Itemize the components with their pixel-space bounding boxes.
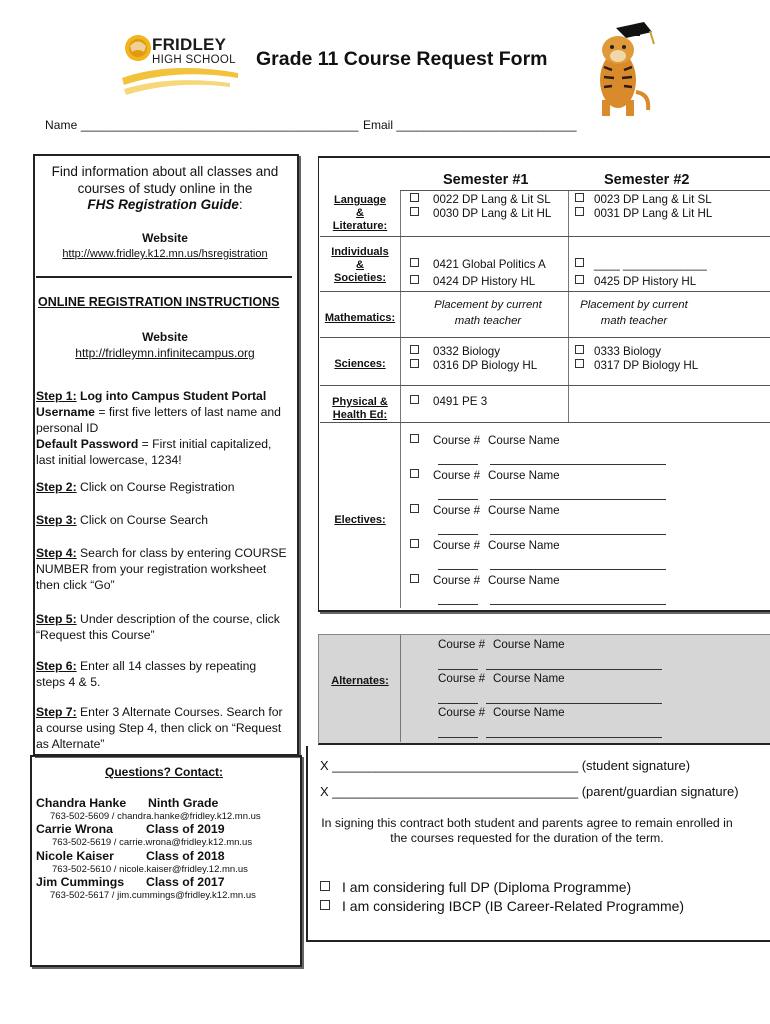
course-option[interactable] [410,359,537,373]
course-number-label: Course # [433,504,481,517]
elective-entry[interactable] [410,574,560,588]
guide-suffix: : [238,197,243,212]
checkbox[interactable] [410,539,419,548]
course-label: 0022 DP Lang & Lit SL [433,193,551,206]
checkbox[interactable] [410,434,419,443]
dp-label: I am considering full DP (Diploma Programme) [342,879,632,895]
step-3-text: Click on Course Search [80,513,209,527]
page-title: Grade 11 Course Request Form [256,48,548,70]
course-name-label: Course Name [488,469,560,482]
course-blank[interactable]: ____ _____________ [594,258,707,271]
course-number-label: Course # [438,638,486,651]
course-option[interactable] [410,207,551,221]
category-label: Physical & [332,396,388,408]
category-label: Individuals [331,246,389,258]
column-divider [400,190,401,608]
alternate-entry[interactable] [438,706,565,720]
math-s2-note: Placement by current math teacher [580,299,688,327]
course-option[interactable] [575,193,712,207]
course-label: 0424 DP History HL [433,275,536,288]
row-divider [320,236,770,237]
course-number-label: Course # [433,574,481,587]
course-name-label: Course Name [493,706,565,719]
category-label: Electives: [334,514,386,526]
row-divider [320,385,770,386]
category-language [322,194,398,233]
category-individuals [322,246,398,285]
website-label-1: Website [142,231,188,245]
checkbox[interactable] [410,207,419,216]
campus-portal-link[interactable]: http://fridleymn.infinitecampus.org [75,346,255,360]
category-label: & [356,259,364,271]
course-label: 0023 DP Lang & Lit SL [594,193,712,206]
checkbox[interactable] [575,207,584,216]
semester-2-header: Semester #2 [604,172,690,188]
course-name-label: Course Name [488,504,560,517]
checkbox[interactable] [410,258,419,267]
step-4 [36,545,288,593]
checkbox[interactable] [410,469,419,478]
checkbox[interactable] [410,504,419,513]
elective-entry[interactable] [410,469,560,483]
course-option[interactable] [575,275,696,289]
course-option[interactable] [410,275,535,289]
column-divider [400,635,401,742]
course-option[interactable] [575,345,661,359]
alternate-entry[interactable] [438,672,565,686]
category-label: Mathematics: [324,312,396,324]
contact-name: Jim Cummings [36,875,125,889]
course-name-blank[interactable] [490,464,666,465]
course-number-blank[interactable] [438,703,478,704]
course-name-label: Course Name [493,638,565,651]
checkbox[interactable] [575,193,584,202]
course-option[interactable] [410,345,500,359]
column-divider [568,190,569,422]
course-label: 0491 PE 3 [433,395,488,408]
alternate-entry[interactable] [438,638,565,652]
checkbox[interactable] [410,359,419,368]
course-label: 0030 DP Lang & Lit HL [433,207,552,220]
checkbox[interactable] [410,395,419,404]
password-text: = First initial capitalized, last initial lowercase, 1234! [36,437,272,467]
course-number-label: Course # [433,434,481,447]
category-sciences [322,358,398,371]
dp-option[interactable] [320,879,631,895]
course-name-label: Course Name [493,672,565,685]
step-1 [36,388,288,468]
step-6-heading: Step 6: [36,659,77,673]
step-2-heading: Step 2: [36,480,77,494]
semester-1-header: Semester #1 [443,172,529,188]
course-label: 0425 DP History HL [594,275,697,288]
contact-info: 763-502-5610 / nicole.kaiser@fridley.12.mn.us [52,864,248,875]
tiger-mascot-icon [578,22,658,117]
course-number-blank[interactable] [438,604,478,605]
contact-class: Class of 2017 [146,875,225,889]
step-3 [36,512,288,528]
guide-title [40,197,290,212]
course-name-blank[interactable] [486,737,662,738]
step-7 [36,704,288,752]
ibcp-label: I am considering IBCP (IB Career-Related Programme) [342,898,685,914]
course-option[interactable] [410,193,551,207]
course-option[interactable] [575,207,712,221]
online-instructions-heading: ONLINE REGISTRATION INSTRUCTIONS [38,295,280,309]
category-electives [322,514,398,527]
step-5-heading: Step 5: [36,612,77,626]
checkbox[interactable] [410,275,419,284]
guide-name: FHS Registration Guide [87,197,239,212]
elective-entry[interactable] [410,539,560,553]
course-name-blank[interactable] [490,499,666,500]
checkbox[interactable] [410,345,419,354]
course-number-label: Course # [438,706,486,719]
step-5-text: Under description of the course, click “Request this Course” [36,612,280,642]
bottom-rule [306,940,770,942]
step-7-heading: Step 7: [36,705,77,719]
category-label: Health Ed: [332,409,388,421]
school-name: FRIDLEY [152,35,227,54]
step-6-text: Enter all 14 classes by repeating steps 4 & 5. [36,659,257,689]
step-2-text: Click on Course Registration [80,480,235,494]
course-name-blank[interactable] [490,569,666,570]
category-alternates [322,675,398,688]
contact-class: Class of 2019 [146,822,225,836]
email-field[interactable]: Email ___________________________ [363,118,577,132]
student-signature[interactable]: X __________________________________ (student signature) [320,758,691,773]
checkbox[interactable] [575,258,584,267]
name-field[interactable]: Name _________________________________________ [45,118,359,132]
course-option[interactable] [575,359,698,373]
checkbox[interactable] [410,574,419,583]
course-name-blank[interactable] [486,703,662,704]
category-label: Alternates: [331,675,389,687]
course-number-blank[interactable] [438,499,478,500]
category-label: Societies: [334,272,386,284]
contact-info: 763-502-5617 / jim.cummings@fridley.k12.mn.us [50,890,256,901]
elective-entry[interactable] [410,504,560,518]
category-physical [322,396,398,422]
parent-signature[interactable]: X __________________________________ (parent/guardian signature) [320,784,739,799]
checkbox[interactable] [320,900,330,910]
row-divider [400,190,770,191]
row-divider [320,291,770,292]
course-name-blank[interactable] [490,534,666,535]
course-name-label: Course Name [488,434,560,447]
side-rule [306,746,308,942]
contact-name: Chandra Hanke [36,796,127,810]
contact-class: Class of 2018 [146,849,225,863]
contact-class: Ninth Grade [148,796,219,810]
step-7-text: Enter 3 Alternate Courses. Search for a course using Step 4, then click on “Request as Alternate” [36,705,283,751]
password-label: Default Password [36,437,139,451]
contact-name: Carrie Wrona [36,822,113,836]
course-label: 0421 Global Politics A [433,258,546,271]
course-label: 0332 Biology [433,345,501,358]
course-name-label: Course Name [488,574,560,587]
category-label: & [356,207,364,219]
step-1-heading: Step 1: [36,389,77,403]
contract-text: In signing this contract both student and parents agree to remain enrolled in the courses requested for the duration of the term. [321,816,733,845]
course-label: 0031 DP Lang & Lit HL [594,207,713,220]
divider [36,276,292,278]
category-label: Sciences: [334,358,386,370]
checkbox[interactable] [575,275,584,284]
course-option[interactable] [575,258,707,272]
course-label: 0333 Biology [594,345,662,358]
course-option[interactable] [410,258,546,272]
course-name-blank[interactable] [486,669,662,670]
course-number-blank[interactable] [438,534,478,535]
school-subtitle: HIGH SCHOOL [152,54,236,66]
ibcp-option[interactable] [320,898,684,914]
step-2 [36,479,288,495]
math-s1-note: Placement by current math teacher [434,299,542,327]
contacts-title: Questions? Contact: [104,765,223,779]
step-6 [36,658,288,690]
elective-entry[interactable] [410,434,560,448]
course-number-label: Course # [438,672,486,685]
registration-guide-link[interactable]: http://www.fridley.k12.mn.us/hsregistration [62,248,268,260]
course-number-label: Course # [433,539,481,552]
course-option[interactable] [410,395,487,409]
step-3-heading: Step 3: [36,513,77,527]
category-label: Literature: [332,220,388,232]
username-label: Username [36,405,95,419]
course-number-blank[interactable] [438,737,478,738]
course-number-blank[interactable] [438,669,478,670]
course-number-blank[interactable] [438,569,478,570]
step-5 [36,611,288,643]
username-text: = first five letters of last name and personal ID [36,405,281,435]
course-label: 0316 DP Biology HL [433,359,538,372]
step-1-title: Log into Campus Student Portal [80,389,267,403]
course-name-blank[interactable] [490,604,666,605]
step-4-text: Search for class by entering COURSE NUMBER from your registration worksheet then click “Go” [36,546,287,592]
checkbox[interactable] [410,193,419,202]
step-4-heading: Step 4: [36,546,77,560]
course-number-blank[interactable] [438,464,478,465]
contact-name: Nicole Kaiser [36,849,114,863]
course-name-label: Course Name [488,539,560,552]
contact-info: 763-502-5619 / carrie.wrona@fridley.k12.mn.us [52,837,253,848]
guide-intro: Find information about all classes and courses of study online in the [51,164,279,196]
course-label: 0317 DP Biology HL [594,359,699,372]
row-divider [320,422,770,423]
contact-info: 763-502-5609 / chandra.hanke@fridley.k12.mn.us [50,811,261,822]
website-label-2: Website [142,330,188,344]
checkbox[interactable] [575,359,584,368]
category-label: Language [334,194,386,206]
row-divider [320,337,770,338]
course-number-label: Course # [433,469,481,482]
checkbox[interactable] [320,881,330,891]
checkbox[interactable] [575,345,584,354]
category-math [322,312,398,325]
